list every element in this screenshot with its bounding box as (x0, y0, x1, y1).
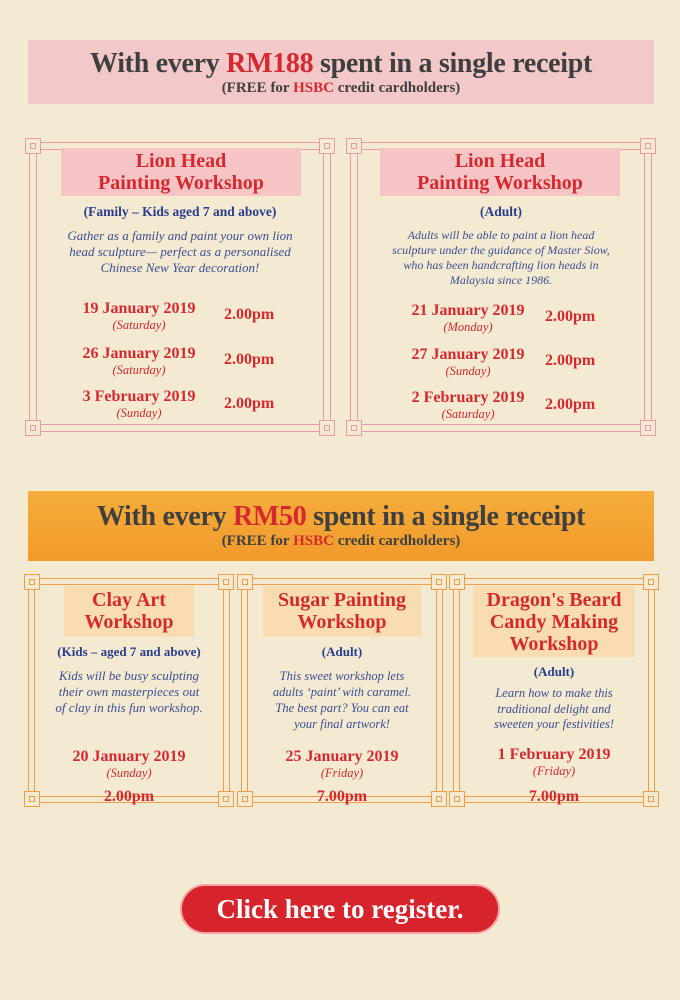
workshop-title: Sugar Painting Workshop (263, 586, 421, 637)
session-date: 26 January 2019 (Saturday) (82, 345, 196, 377)
session-time: 2.00pm (224, 351, 275, 368)
workshop-audience: (Kids – aged 7 and above) (57, 644, 201, 659)
banner-note: (FREE for HSBC credit cardholders) (221, 80, 461, 96)
session-time: 2.00pm (545, 396, 596, 413)
session-time: 2.00pm (224, 306, 275, 323)
session-date: 19 January 2019 (Saturday) (82, 300, 196, 332)
workshop-card-sugar-painting (241, 578, 443, 803)
session-date: 3 February 2019 (Sunday) (82, 388, 196, 420)
workshop-audience: (Family – Kids aged 7 and above) (83, 204, 277, 219)
session-time: 2.00pm (103, 788, 155, 805)
banner-headline: With every RM188 spent in a single receipt (90, 48, 592, 79)
banner-amount: RM188 (226, 48, 314, 79)
workshop-description: Learn how to make this traditional delight and sweeten your festivities! (493, 686, 615, 731)
workshop-audience: (Adult) (321, 644, 363, 659)
session-date: 1 February 2019 (Friday) (497, 746, 611, 778)
session-time: 7.00pm (316, 788, 368, 805)
workshop-title: Lion Head Painting Workshop (380, 148, 620, 196)
banner-headline: With every RM50 spent in a single receipt (96, 501, 586, 532)
workshop-audience: (Adult) (479, 204, 522, 219)
workshop-card-clay-art (28, 578, 230, 803)
session-time: 7.00pm (528, 788, 580, 805)
workshop-description: Gather as a family and paint your own lion head sculpture— perfect as a personalised Chinese New Year decoration! (67, 228, 293, 275)
workshop-card-lion-head-family (29, 142, 331, 432)
session-time: 2.00pm (545, 352, 596, 369)
session-date: 21 January 2019 (Monday) (411, 302, 525, 334)
register-button[interactable]: Click here to register. (180, 884, 500, 934)
session-date: 2 February 2019 (Saturday) (411, 389, 525, 421)
workshop-title: Dragon's Beard Candy Making Workshop (473, 586, 635, 657)
session-time: 2.00pm (545, 308, 596, 325)
workshop-card-lion-head-adult (350, 142, 652, 432)
workshop-description: Adults will be able to paint a lion head sculpture under the guidance of Master Siow, who has been handcrafting lion heads in Malaysia since 1986. (392, 228, 610, 287)
workshop-title: Lion Head Painting Workshop (61, 148, 301, 196)
workshop-title: Clay Art Workshop (64, 586, 194, 637)
workshop-card-dragons-beard-candy (453, 578, 655, 803)
workshop-description: Kids will be busy sculpting their own masterpieces out of clay in this fun workshop. (55, 668, 203, 715)
promo-banner-rm50 (28, 491, 654, 561)
session-date: 27 January 2019 (Sunday) (411, 346, 525, 378)
workshop-description: This sweet workshop lets adults ‘paint’ with caramel. The best part? You can eat your final artwork! (272, 669, 412, 731)
workshop-audience: (Adult) (533, 664, 575, 679)
promo-banner-rm188 (28, 40, 654, 104)
session-date: 20 January 2019 (Sunday) (72, 748, 186, 780)
session-date: 25 January 2019 (Friday) (285, 748, 399, 780)
banner-amount: RM50 (233, 501, 307, 532)
banner-note: (FREE for HSBC credit cardholders) (221, 533, 461, 549)
session-time: 2.00pm (224, 395, 275, 412)
